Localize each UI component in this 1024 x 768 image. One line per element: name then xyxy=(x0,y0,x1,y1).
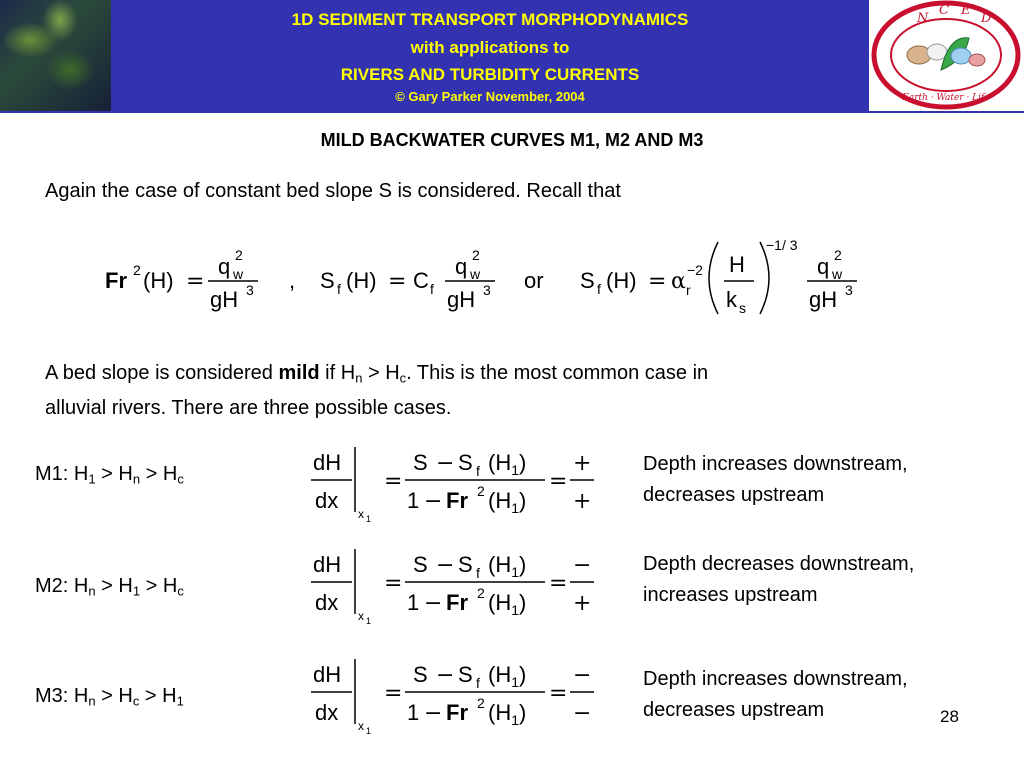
svg-text:2: 2 xyxy=(235,247,243,263)
svg-text:Fr: Fr xyxy=(446,590,468,615)
case-desc-m3: Depth increases downstream, decreases upstream xyxy=(643,668,908,721)
svg-text:=: = xyxy=(384,571,403,596)
case-label-m1: M1: $H_1 > H_n > H_c$ xyxy=(35,463,184,487)
svg-text:1: 1 xyxy=(407,488,420,513)
svg-text:=: = xyxy=(549,681,568,706)
para-text-1: A bed slope is considered xyxy=(45,362,279,384)
logo-letter-c: C xyxy=(939,3,949,18)
svg-text:2: 2 xyxy=(472,247,480,263)
svg-text:2: 2 xyxy=(834,247,842,263)
svg-text:S: S xyxy=(458,662,473,687)
svg-text:1: 1 xyxy=(407,700,420,725)
svg-text:3: 3 xyxy=(483,282,491,298)
svg-text:3: 3 xyxy=(246,282,254,298)
svg-text:or: or xyxy=(524,268,544,293)
svg-text:gH: gH xyxy=(210,287,239,312)
svg-text:q: q xyxy=(455,254,468,279)
intro-text: Again the case of constant bed slope S is considered. Recall that xyxy=(45,180,621,202)
svg-text:x: x xyxy=(358,609,364,623)
svg-text:2: 2 xyxy=(477,585,485,601)
svg-text:f: f xyxy=(476,463,480,479)
svg-text:+: + xyxy=(573,489,592,514)
svg-text:2: 2 xyxy=(477,695,485,711)
case-label-m3: M3: $H_n > H_c > H_1$ xyxy=(35,685,184,709)
svg-text:w: w xyxy=(233,266,244,282)
banner-copyright: © Gary Parker November, 2004 xyxy=(395,89,585,104)
svg-text:dx: dx xyxy=(315,590,339,615)
logo-letter-n: N xyxy=(917,11,929,26)
svg-text:w: w xyxy=(832,266,843,282)
svg-text:−: − xyxy=(424,591,443,616)
svg-text:dH: dH xyxy=(313,662,342,687)
friction-slope-roughness-equation xyxy=(580,237,857,316)
para-text-3: > H xyxy=(362,362,400,384)
paren-H: (H) xyxy=(143,268,174,293)
svg-text:r: r xyxy=(686,282,691,298)
svg-text:−: − xyxy=(436,451,455,476)
logo-letter-e: E xyxy=(961,3,971,18)
svg-text:x: x xyxy=(358,719,364,733)
svg-text:dx: dx xyxy=(315,700,339,725)
svg-text:S: S xyxy=(413,450,428,475)
slide-title: MILD BACKWATER CURVES M1, M2 AND M3 xyxy=(320,130,704,150)
logo-letter-d: D xyxy=(981,11,992,26)
svg-text:f: f xyxy=(597,281,601,297)
logo-ring-text: Earth · Water · Life xyxy=(902,93,990,103)
svg-text:dH: dH xyxy=(313,450,342,475)
svg-text:S: S xyxy=(458,552,473,577)
svg-text:f: f xyxy=(430,281,434,297)
svg-text:x: x xyxy=(358,507,364,521)
svg-text:(H): (H) xyxy=(606,268,637,293)
svg-text:S: S xyxy=(580,268,595,293)
svg-text:Fr: Fr xyxy=(446,488,468,513)
case-equations xyxy=(311,447,594,736)
froude-equation xyxy=(105,247,295,312)
banner-line-1: 1D SEDIMENT TRANSPORT MORPHODYNAMICS xyxy=(291,10,689,29)
svg-text:=: = xyxy=(648,269,667,294)
para-sub-c: c xyxy=(399,370,407,386)
svg-text:H: H xyxy=(729,252,745,277)
page-number: 28 xyxy=(940,707,959,726)
svg-text:(H1): $(H_1)$ xyxy=(488,450,527,478)
svg-text:−: − xyxy=(424,489,443,514)
svg-text:s: s xyxy=(739,300,746,316)
svg-text:S: S xyxy=(413,662,428,687)
svg-text:1: 1 xyxy=(366,514,372,524)
svg-text:=: = xyxy=(384,469,403,494)
svg-text:dx: dx xyxy=(315,488,339,513)
svg-text:−2: −2 xyxy=(687,262,703,278)
para-text-2: if H xyxy=(319,362,356,384)
svg-text:−: − xyxy=(573,553,592,578)
svg-text:−: − xyxy=(436,663,455,688)
svg-text:w: w xyxy=(470,266,481,282)
svg-text:=: = xyxy=(384,681,403,706)
svg-text:k: k xyxy=(726,287,737,312)
para-line-2: alluvial rivers. There are three possible cases. xyxy=(45,397,452,420)
svg-text:S: S xyxy=(413,552,428,577)
svg-text:f: f xyxy=(337,281,341,297)
svg-text:Fr: Fr xyxy=(446,700,468,725)
svg-text:3: 3 xyxy=(845,282,853,298)
svg-text:q: q xyxy=(218,254,231,279)
svg-text:2: 2 xyxy=(133,262,141,278)
svg-text:f: f xyxy=(476,565,480,581)
svg-text:q: q xyxy=(817,254,830,279)
case-equation-m3 xyxy=(311,659,594,736)
svg-text:−: − xyxy=(573,701,592,726)
svg-text:Fr: Fr xyxy=(105,268,127,293)
svg-text:2: 2 xyxy=(477,483,485,499)
svg-text:(H1): $(H_1)$ xyxy=(488,552,527,580)
svg-text:−: − xyxy=(573,663,592,688)
svg-text:−1/ 3: −1/ 3 xyxy=(766,237,798,253)
banner-line-2: with applications to xyxy=(410,38,570,57)
case-equation-m1 xyxy=(311,447,594,524)
svg-text:S: S xyxy=(458,450,473,475)
svg-text:f: f xyxy=(476,675,480,691)
svg-text:−: − xyxy=(436,553,455,578)
case-equation-m2 xyxy=(311,549,594,626)
svg-text:gH: gH xyxy=(447,287,476,312)
svg-text:+: + xyxy=(573,451,592,476)
svg-text:(H1): $(H_1)$ xyxy=(488,488,527,516)
friction-slope-chezy-equation xyxy=(320,247,544,312)
svg-text:=: = xyxy=(549,469,568,494)
case-desc-m2: Depth decreases downstream, increases upstream xyxy=(643,553,915,606)
para-sub-n: n xyxy=(355,370,363,386)
svg-text:C: C xyxy=(413,268,429,293)
svg-text:,: , xyxy=(289,268,296,293)
svg-text:α: α xyxy=(671,269,686,294)
svg-text:(H1): $(H_1)$ xyxy=(488,700,527,728)
svg-text:(H): (H) xyxy=(346,268,377,293)
svg-text:=: = xyxy=(388,269,407,294)
svg-text:=: = xyxy=(186,269,205,294)
svg-text:dH: dH xyxy=(313,552,342,577)
svg-text:1: 1 xyxy=(366,616,372,626)
svg-text:gH: gH xyxy=(809,287,838,312)
para-text-4: . This is the most common case in xyxy=(406,362,709,384)
case-desc-m1: Depth increases downstream, decreases upstream xyxy=(643,453,908,506)
svg-text:−: − xyxy=(424,701,443,726)
svg-text:+: + xyxy=(573,591,592,616)
svg-text:(H1): $(H_1)$ xyxy=(488,662,527,690)
svg-text:=: = xyxy=(549,571,568,596)
svg-text:S: S xyxy=(320,268,335,293)
svg-text:1: 1 xyxy=(407,590,420,615)
banner-line-3: RIVERS AND TURBIDITY CURRENTS xyxy=(340,65,640,84)
case-label-m2: M2: $H_n > H_1 > H_c$ xyxy=(35,575,184,599)
svg-text:1: 1 xyxy=(366,726,372,736)
para-bold-mild: mild xyxy=(278,362,320,384)
svg-text:(H1): $(H_1)$ xyxy=(488,590,527,618)
